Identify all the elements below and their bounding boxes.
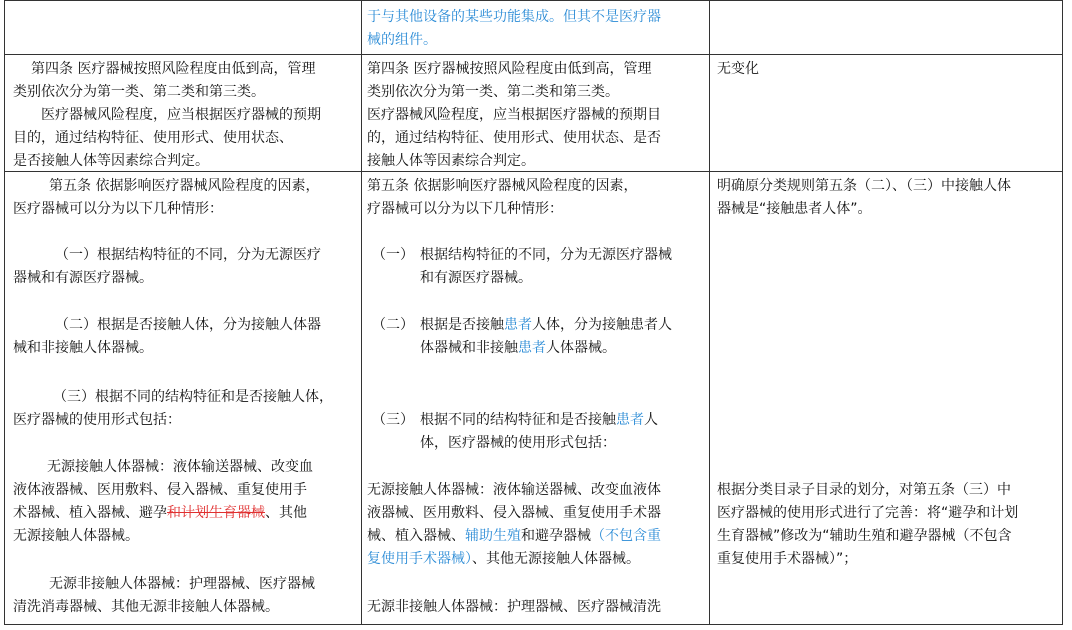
added-text: （不包含重 [591, 528, 661, 544]
revised-text-line: 和有源医疗器械。 [420, 270, 532, 286]
original-text-cell [5, 172, 362, 625]
revised-text-line: 无源非接触人体器械：护理器械、医疗器械清洗 [367, 599, 661, 615]
revised-text-line: 类别依次分为第一类、第二类和第三类。 [367, 84, 619, 100]
table-row [5, 55, 1063, 172]
revised-item-number: （二） [372, 317, 414, 333]
original-text-line: （三）根据不同的结构特征和是否接触人体， [53, 389, 333, 405]
revised-item-number: （三） [372, 412, 414, 428]
revised-text-line: 疗器械可以分为以下几种情形： [367, 201, 563, 217]
table-row [5, 1, 1063, 55]
original-text-line: （一）根据结构特征的不同，分为无源医疗 [55, 247, 321, 263]
original-text-line: 术器械、植入器械、避孕和计划生育器械、其他 [13, 505, 307, 521]
change-note-cell [710, 172, 1063, 625]
change-note-text: 重复使用手术器械）”； [717, 551, 858, 567]
added-text: 患者 [504, 317, 532, 333]
added-text: 复使用手术器械） [367, 551, 472, 567]
revised-text-cell [362, 172, 710, 625]
revised-text-line: 械的组件。 [367, 32, 437, 48]
original-text-line: 医疗器械风险程度，应当根据医疗器械的预期 [41, 107, 321, 123]
revised-text-line: 于与其他设备的某些功能集成。但其不是医疗器 [367, 9, 661, 25]
original-text-line: 无源接触人体器械。 [13, 528, 139, 544]
revised-text-line: 体器械和非接触患者人体器械。 [420, 340, 616, 356]
original-text-line: 械和非接触人体器械。 [13, 340, 153, 356]
revised-text-line: 液器械、医用敷料、侵入器械、重复使用手术器 [367, 505, 661, 521]
revised-text-line: 无源接触人体器械：液体输送器械、改变血液体 [367, 482, 661, 498]
revised-text-line: 的，通过结构特征、使用形式、使用状态、是否 [367, 130, 661, 146]
original-text-line: 液体液器械、医用敷料、侵入器械、重复使用手 [13, 482, 307, 498]
revised-text-line: 第四条 医疗器械按照风险程度由低到高，管理 [367, 61, 652, 77]
revised-text-cell [362, 1, 710, 55]
change-note-text: 明确原分类规则第五条（二）、（三）中接触人体 [717, 178, 1011, 194]
change-note-text: 无变化 [717, 61, 759, 77]
change-note-text: 生育器械”修改为“辅助生殖和避孕器械（不包含 [717, 528, 1012, 544]
added-text: 患者 [616, 412, 644, 428]
revised-text-line: 根据不同的结构特征和是否接触患者人 [420, 412, 658, 428]
revised-text-line: 根据结构特征的不同，分为无源医疗器械 [420, 247, 672, 263]
original-text-line: 第四条 医疗器械按照风险程度由低到高，管理 [31, 61, 316, 77]
revised-item-number: （一） [372, 247, 414, 263]
original-text-line: 清洗消毒器械、其他无源非接触人体器械。 [13, 599, 279, 615]
table-row [5, 172, 1063, 625]
revised-text-line: 接触人体等因素综合判定。 [367, 153, 535, 169]
original-text-line: 无源非接触人体器械：护理器械、医疗器械 [49, 576, 315, 592]
regulation-comparison-table [4, 0, 1063, 625]
original-text-line: 第五条 依据影响医疗器械风险程度的因素， [49, 178, 320, 194]
change-note-text: 器械是“接触患者人体”。 [717, 201, 872, 217]
original-text-cell [5, 55, 362, 172]
change-note-text: 医疗器械的使用形式进行了完善：将“避孕和计划 [717, 505, 1019, 521]
original-text-cell [5, 1, 362, 55]
original-text-line: 是否接触人体等因素综合判定。 [13, 153, 209, 169]
change-note-text: 根据分类目录子目录的划分，对第五条（三）中 [717, 482, 1011, 498]
original-text-line: 器械和有源医疗器械。 [13, 270, 153, 286]
original-text-line: 目的，通过结构特征、使用形式、使用状态、 [13, 130, 293, 146]
revised-text-line: 体，医疗器械的使用形式包括： [420, 435, 616, 451]
added-text: 患者 [518, 340, 546, 356]
revised-text-line: 医疗器械风险程度，应当根据医疗器械的预期目 [367, 107, 661, 123]
change-note-cell [710, 1, 1063, 55]
revised-text-line: 复使用手术器械）、其他无源接触人体器械。 [367, 551, 640, 567]
original-text-line: 类别依次分为第一类、第二类和第三类。 [13, 84, 265, 100]
original-text-line: 医疗器械的使用形式包括： [13, 412, 181, 428]
revised-text-cell [362, 55, 710, 172]
deleted-text: 和计划生育器械 [167, 505, 265, 521]
added-text: 辅助生殖 [465, 528, 521, 544]
revised-text-line: 根据是否接触患者人体，分为接触患者人 [420, 317, 672, 333]
original-text-line: 无源接触人体器械：液体输送器械、改变血 [47, 459, 313, 475]
original-text-line: 医疗器械可以分为以下几种情形： [13, 201, 223, 217]
revised-text-line: 械、植入器械、辅助生殖和避孕器械（不包含重 [367, 528, 661, 544]
change-note-cell [710, 55, 1063, 172]
revised-text-line: 第五条 依据影响医疗器械风险程度的因素， [367, 178, 638, 194]
original-text-line: （二）根据是否接触人体，分为接触人体器 [55, 317, 321, 333]
